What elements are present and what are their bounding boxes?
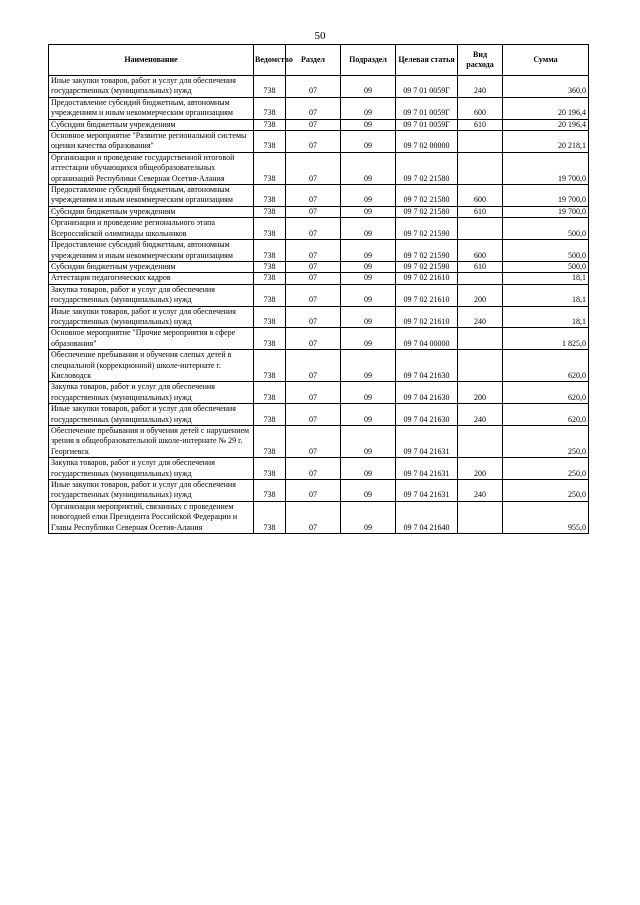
cell-name: Предоставление субсидий бюджетным, автономным учреждениям и иным некоммерческим организациям	[49, 240, 254, 262]
cell-vedom: 738	[254, 218, 286, 240]
cell-summa: 250,0	[503, 426, 589, 458]
cell-name: Иные закупки товаров, работ и услуг для обеспечения государственных (муниципальных) нужд	[49, 76, 254, 98]
cell-vedom: 738	[254, 240, 286, 262]
cell-razdel: 07	[286, 328, 341, 350]
cell-name: Субсидии бюджетным учреждениям	[49, 119, 254, 130]
cell-vid: 600	[458, 185, 503, 207]
cell-name: Организация и проведение регионального этапа Всероссийской олимпиады школьников	[49, 218, 254, 240]
cell-name: Субсидии бюджетным учреждениям	[49, 206, 254, 217]
cell-vedom: 738	[254, 185, 286, 207]
cell-vid: 610	[458, 261, 503, 272]
cell-vedom: 738	[254, 328, 286, 350]
cell-podrazdel: 09	[341, 273, 396, 284]
cell-summa: 18,1	[503, 306, 589, 328]
cell-razdel: 07	[286, 240, 341, 262]
cell-statya: 09 7 02 21610	[396, 284, 458, 306]
page-number: 50	[314, 30, 326, 42]
cell-vedom: 738	[254, 119, 286, 130]
cell-razdel: 07	[286, 404, 341, 426]
cell-podrazdel: 09	[341, 218, 396, 240]
table-row	[49, 273, 589, 284]
cell-podrazdel: 09	[341, 404, 396, 426]
cell-razdel: 07	[286, 261, 341, 272]
cell-vid: 240	[458, 76, 503, 98]
budget-table	[48, 44, 589, 534]
cell-razdel: 07	[286, 382, 341, 404]
cell-podrazdel: 09	[341, 76, 396, 98]
cell-vedom: 738	[254, 501, 286, 533]
cell-vedom: 738	[254, 350, 286, 382]
cell-razdel: 07	[286, 458, 341, 480]
cell-summa: 19 700,0	[503, 152, 589, 184]
cell-summa: 360,0	[503, 76, 589, 98]
cell-summa: 20 196,4	[503, 97, 589, 119]
cell-vedom: 738	[254, 480, 286, 502]
cell-statya: 09 7 02 21580	[396, 152, 458, 184]
table-row	[49, 480, 589, 502]
cell-podrazdel: 09	[341, 152, 396, 184]
cell-podrazdel: 09	[341, 131, 396, 153]
cell-razdel: 07	[286, 501, 341, 533]
table-row	[49, 152, 589, 184]
table-row	[49, 97, 589, 119]
cell-summa: 500,0	[503, 261, 589, 272]
cell-razdel: 07	[286, 306, 341, 328]
cell-vid: 610	[458, 119, 503, 130]
cell-summa: 20 218,1	[503, 131, 589, 153]
cell-statya: 09 7 02 21580	[396, 206, 458, 217]
column-header-summa: Сумма	[503, 45, 589, 76]
cell-razdel: 07	[286, 426, 341, 458]
cell-vid	[458, 273, 503, 284]
column-header-name: Наименование	[49, 45, 254, 76]
cell-summa: 250,0	[503, 480, 589, 502]
cell-vid: 200	[458, 382, 503, 404]
cell-summa: 955,0	[503, 501, 589, 533]
column-header-vid: Вид расхода	[458, 45, 503, 76]
cell-name: Иные закупки товаров, работ и услуг для обеспечения государственных (муниципальных) нужд	[49, 404, 254, 426]
cell-statya: 09 7 02 00000	[396, 131, 458, 153]
cell-name: Предоставление субсидий бюджетным, автономным учреждениям и иным некоммерческим организациям	[49, 185, 254, 207]
cell-vedom: 738	[254, 404, 286, 426]
cell-vid: 200	[458, 284, 503, 306]
cell-statya: 09 7 04 21630	[396, 382, 458, 404]
table-row	[49, 119, 589, 130]
cell-name: Организация и проведение государственной итоговой аттестации обучающихся общеобразовательных организаций Республики Северная Осетия-Алания	[49, 152, 254, 184]
cell-podrazdel: 09	[341, 480, 396, 502]
cell-vedom: 738	[254, 152, 286, 184]
cell-statya: 09 7 01 0059Г	[396, 119, 458, 130]
cell-summa: 500,0	[503, 218, 589, 240]
cell-statya: 09 7 02 21610	[396, 306, 458, 328]
cell-vid: 610	[458, 206, 503, 217]
cell-vedom: 738	[254, 284, 286, 306]
cell-vedom: 738	[254, 76, 286, 98]
cell-vid: 240	[458, 306, 503, 328]
cell-name: Основное мероприятие "Прочие мероприятия в сфере образования"	[49, 328, 254, 350]
cell-summa: 250,0	[503, 458, 589, 480]
cell-podrazdel: 09	[341, 119, 396, 130]
cell-vedom: 738	[254, 426, 286, 458]
table-row	[49, 306, 589, 328]
cell-name: Основное мероприятие "Развитие региональной системы оценки качества образования"	[49, 131, 254, 153]
cell-vid: 600	[458, 240, 503, 262]
cell-podrazdel: 09	[341, 382, 396, 404]
cell-summa: 18,1	[503, 273, 589, 284]
cell-razdel: 07	[286, 273, 341, 284]
cell-name: Закупка товаров, работ и услуг для обеспечения государственных (муниципальных) нужд	[49, 382, 254, 404]
cell-summa: 19 700,0	[503, 206, 589, 217]
cell-summa: 1 825,0	[503, 328, 589, 350]
cell-statya: 09 7 04 21630	[396, 404, 458, 426]
cell-vid	[458, 501, 503, 533]
table-row	[49, 501, 589, 533]
cell-vid	[458, 350, 503, 382]
cell-statya: 09 7 02 21610	[396, 273, 458, 284]
cell-razdel: 07	[286, 218, 341, 240]
cell-razdel: 07	[286, 97, 341, 119]
column-header-razdel: Раздел	[286, 45, 341, 76]
cell-vid: 240	[458, 404, 503, 426]
cell-statya: 09 7 04 21630	[396, 350, 458, 382]
cell-name: Аттестация педагогических кадров	[49, 273, 254, 284]
cell-razdel: 07	[286, 131, 341, 153]
cell-vid	[458, 131, 503, 153]
table-row	[49, 426, 589, 458]
cell-name: Закупка товаров, работ и услуг для обеспечения государственных (муниципальных) нужд	[49, 284, 254, 306]
cell-podrazdel: 09	[341, 306, 396, 328]
cell-podrazdel: 09	[341, 206, 396, 217]
cell-razdel: 07	[286, 480, 341, 502]
cell-vedom: 738	[254, 261, 286, 272]
table-row	[49, 284, 589, 306]
cell-vedom: 738	[254, 382, 286, 404]
cell-podrazdel: 09	[341, 458, 396, 480]
cell-razdel: 07	[286, 206, 341, 217]
cell-name: Иные закупки товаров, работ и услуг для обеспечения государственных (муниципальных) нужд	[49, 480, 254, 502]
cell-vedom: 738	[254, 306, 286, 328]
cell-podrazdel: 09	[341, 426, 396, 458]
cell-vedom: 738	[254, 273, 286, 284]
cell-statya: 09 7 02 21580	[396, 185, 458, 207]
cell-vid	[458, 218, 503, 240]
cell-vedom: 738	[254, 97, 286, 119]
column-header-podrazdel: Подраздел	[341, 45, 396, 76]
cell-summa: 620,0	[503, 404, 589, 426]
cell-name: Обеспечение пребывания и обучения слепых детей в специальной (коррекционной) школе-интернате г. Кисловодск	[49, 350, 254, 382]
cell-vedom: 738	[254, 458, 286, 480]
cell-vedom: 738	[254, 206, 286, 217]
cell-summa: 20 196,4	[503, 119, 589, 130]
cell-summa: 500,0	[503, 240, 589, 262]
cell-vid	[458, 426, 503, 458]
cell-razdel: 07	[286, 76, 341, 98]
table-row	[49, 76, 589, 98]
table-row	[49, 382, 589, 404]
cell-vid	[458, 328, 503, 350]
cell-summa: 620,0	[503, 350, 589, 382]
cell-statya: 09 7 04 00000	[396, 328, 458, 350]
cell-name: Предоставление субсидий бюджетным, автономным учреждениям и иным некоммерческим организациям	[49, 97, 254, 119]
cell-summa: 19 700,0	[503, 185, 589, 207]
table-row	[49, 404, 589, 426]
cell-statya: 09 7 04 21640	[396, 501, 458, 533]
cell-razdel: 07	[286, 350, 341, 382]
table-row	[49, 240, 589, 262]
table-header-row	[49, 45, 589, 76]
cell-vid	[458, 152, 503, 184]
table-row	[49, 328, 589, 350]
cell-statya: 09 7 02 21590	[396, 218, 458, 240]
cell-vid: 240	[458, 480, 503, 502]
table-row	[49, 458, 589, 480]
cell-razdel: 07	[286, 119, 341, 130]
cell-podrazdel: 09	[341, 284, 396, 306]
cell-statya: 09 7 04 21631	[396, 458, 458, 480]
table-row	[49, 131, 589, 153]
cell-podrazdel: 09	[341, 501, 396, 533]
cell-name: Обеспечение пребывания и обучения детей с нарушением зрения в общеобразовательной школе-интернате № 29 г. Георгиевск	[49, 426, 254, 458]
cell-statya: 09 7 01 0059Г	[396, 76, 458, 98]
table-row	[49, 185, 589, 207]
cell-name: Организация мероприятий, связанных с проведением новогодней елки Президента Российской Федерации и Главы Республики Северная Осетия-Алания	[49, 501, 254, 533]
cell-statya: 09 7 01 0059Г	[396, 97, 458, 119]
cell-vid: 600	[458, 97, 503, 119]
cell-statya: 09 7 04 21631	[396, 480, 458, 502]
column-header-statya: Целевая статья	[396, 45, 458, 76]
table-row	[49, 218, 589, 240]
cell-vid: 200	[458, 458, 503, 480]
cell-razdel: 07	[286, 284, 341, 306]
cell-vedom: 738	[254, 131, 286, 153]
cell-podrazdel: 09	[341, 328, 396, 350]
cell-statya: 09 7 04 21631	[396, 426, 458, 458]
table-row	[49, 350, 589, 382]
cell-razdel: 07	[286, 152, 341, 184]
column-header-vedom: Ведомство	[254, 45, 286, 76]
cell-podrazdel: 09	[341, 97, 396, 119]
cell-razdel: 07	[286, 185, 341, 207]
cell-podrazdel: 09	[341, 240, 396, 262]
cell-statya: 09 7 02 21590	[396, 240, 458, 262]
table-row	[49, 261, 589, 272]
cell-name: Субсидии бюджетным учреждениям	[49, 261, 254, 272]
table-row	[49, 206, 589, 217]
cell-name: Закупка товаров, работ и услуг для обеспечения государственных (муниципальных) нужд	[49, 458, 254, 480]
cell-podrazdel: 09	[341, 185, 396, 207]
cell-statya: 09 7 02 21590	[396, 261, 458, 272]
cell-podrazdel: 09	[341, 261, 396, 272]
table-body	[49, 76, 589, 534]
cell-name: Иные закупки товаров, работ и услуг для обеспечения государственных (муниципальных) нужд	[49, 306, 254, 328]
cell-summa: 620,0	[503, 382, 589, 404]
cell-summa: 18,1	[503, 284, 589, 306]
cell-podrazdel: 09	[341, 350, 396, 382]
